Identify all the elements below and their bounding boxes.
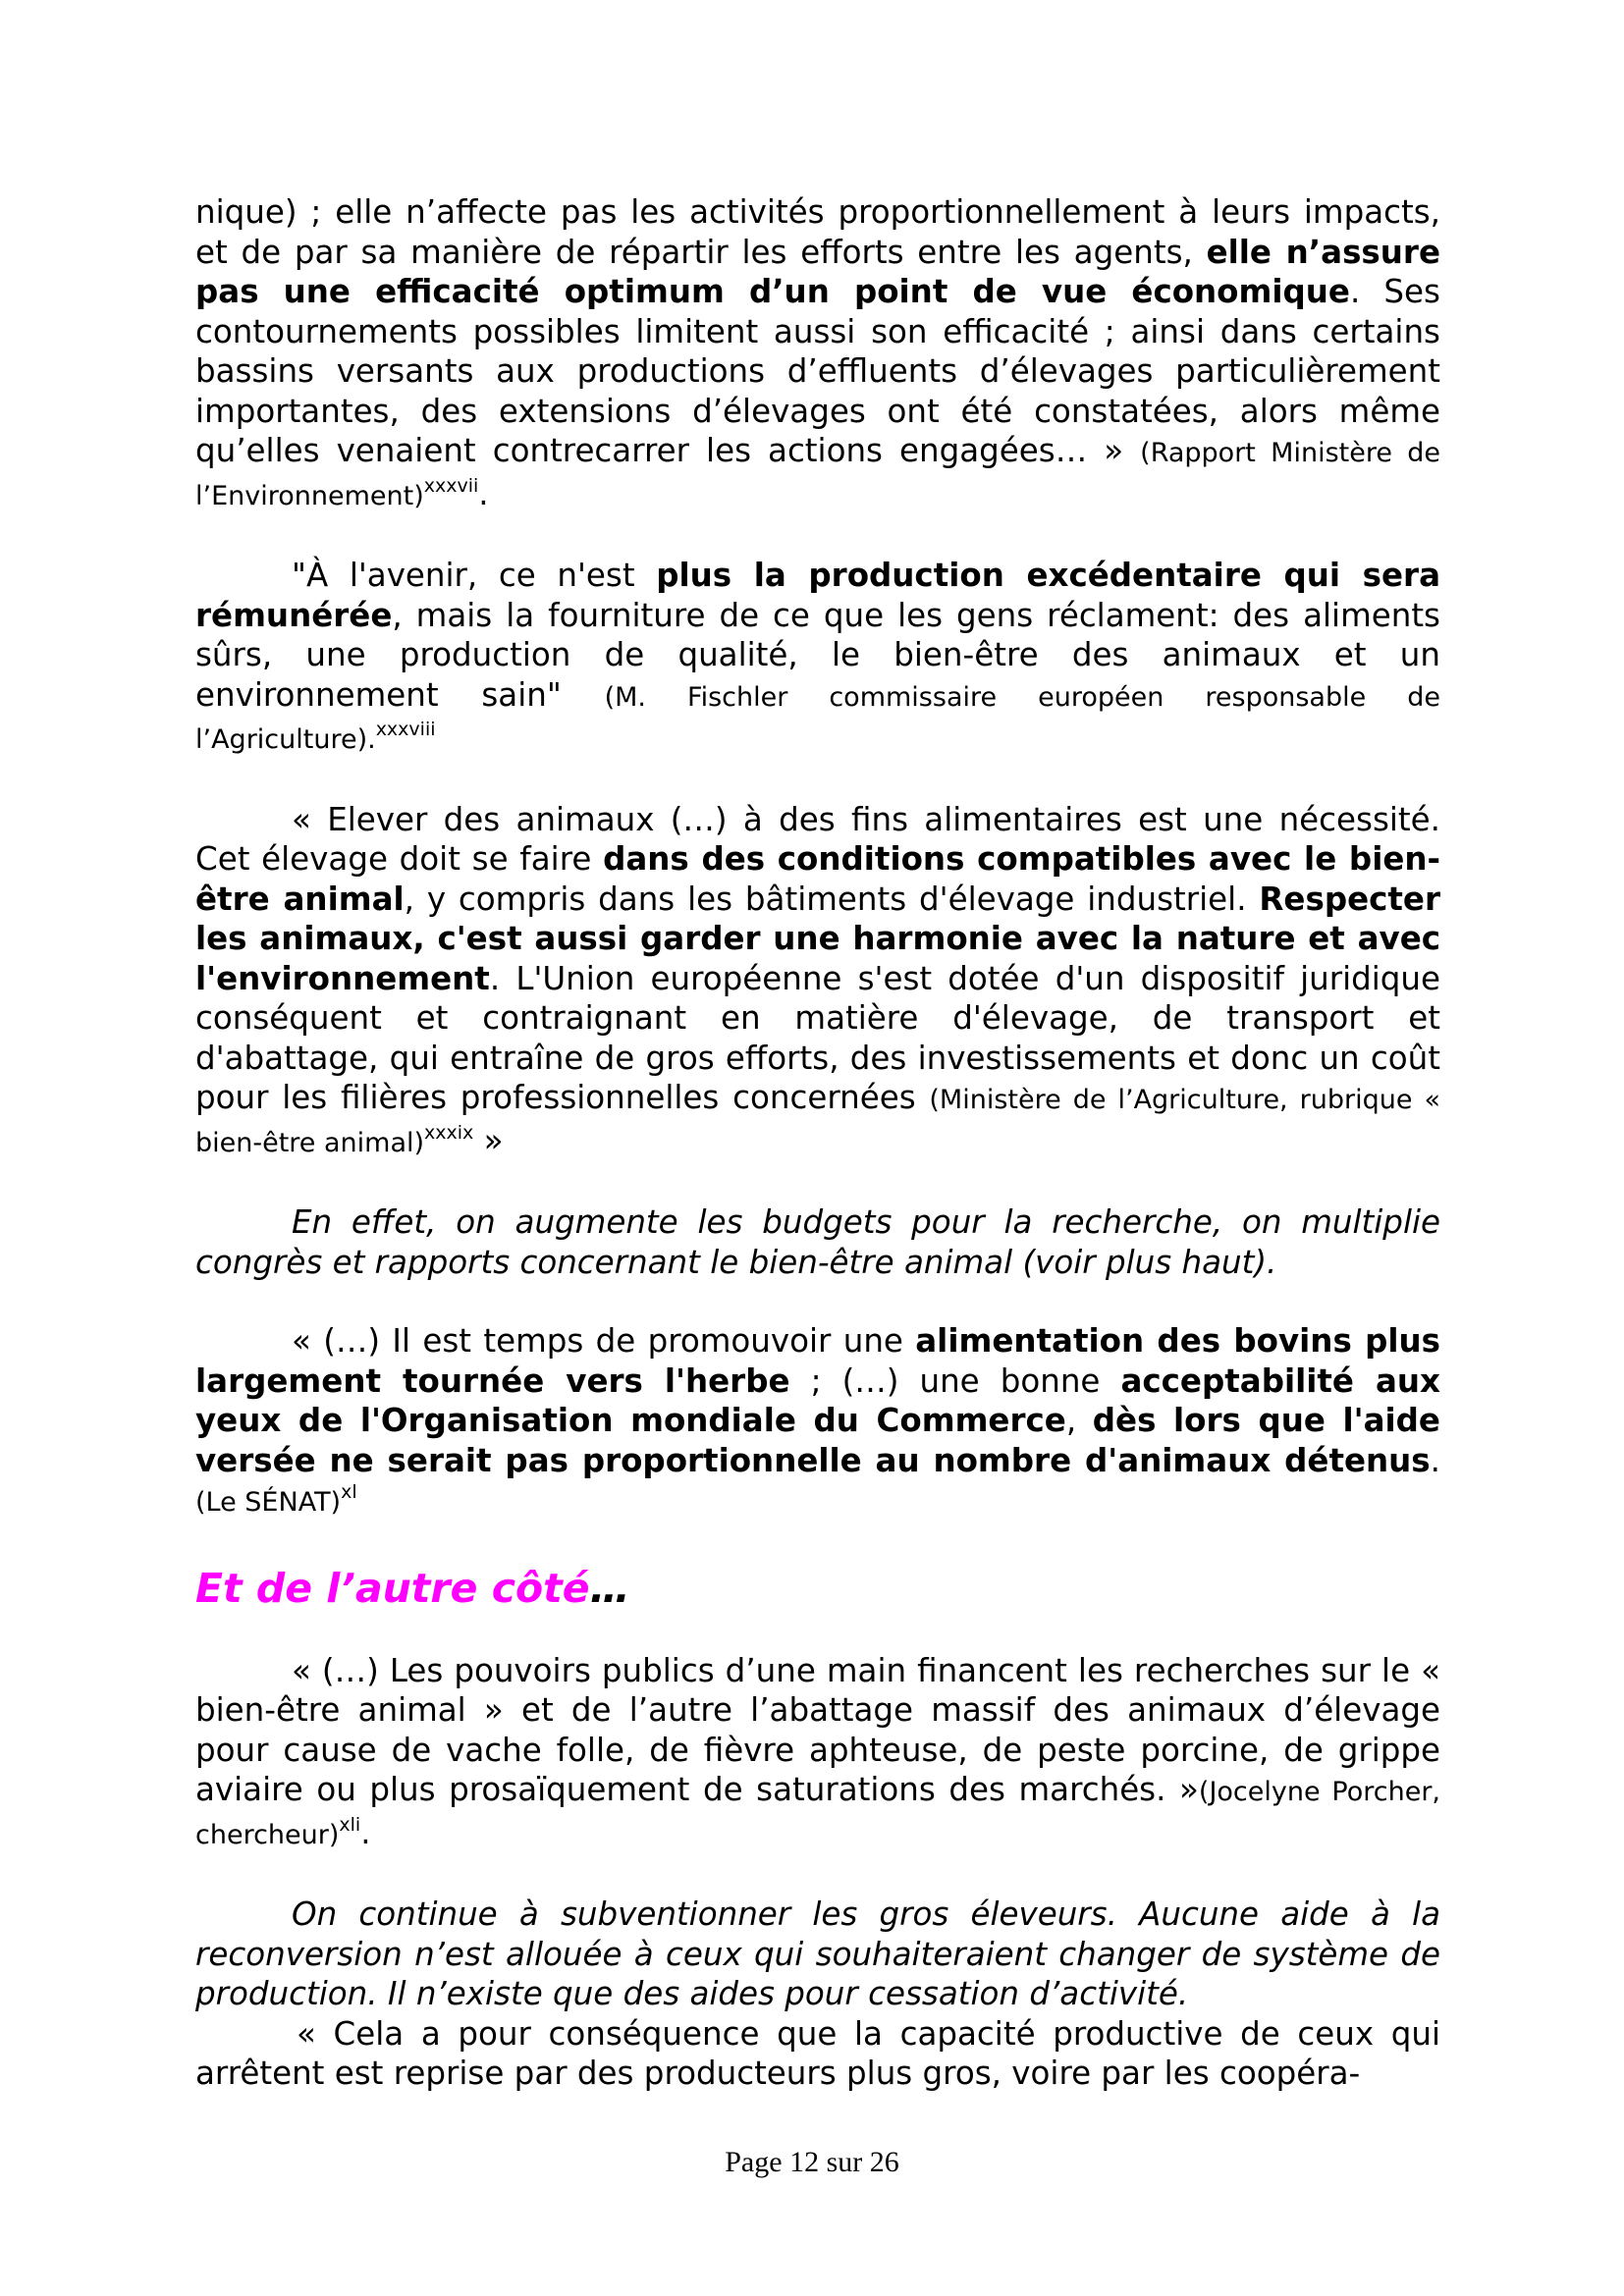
citation-source: (M. Fischler commissaire européen responsable de l’Agriculture). [195,681,1440,755]
paragraph-text: "À l'avenir, ce n'est [292,557,657,594]
endnote-ref[interactable]: xxxviii [375,719,436,740]
paragraph-text: , y compris dans les bâtiments d'élevage industriel. [404,880,1260,918]
paragraph-text: . [360,1813,371,1851]
paragraph-text: « Elever des animaux (…) à des fins alimentaires est une nécessité. Cet élevage doit se faire [195,800,1440,878]
paragraph-text: , mais la fourniture de ce que les gens réclament: des aliments sûrs, une production de qualité, le bien-être des animaux et un environnement sain" [195,596,1440,714]
heading-ellipsis: … [589,1564,630,1612]
emphasis-text: dès lors que l'aide versée ne serait pas proportionnelle au nombre d'animaux détenus [195,1402,1440,1479]
paragraph-text: « (…) Il est temps de promouvoir une [292,1322,916,1360]
paragraph-text: » [473,1121,504,1159]
emphasis-text: alimentation des bovins plus largement tournée vers l'herbe [195,1322,1440,1400]
paragraph-text: nique) ; elle n’affecte pas les activités proportionnellement à leurs impacts, et de par sa manière de répartir les efforts entre les agents, [195,193,1440,271]
emphasis-text: Respecter les animaux, c'est aussi garder une harmonie avec la nature et avec l'environnement [195,880,1440,997]
endnote-ref[interactable]: xli [339,1813,361,1836]
paragraph-4-commentary: En effet, on augmente les budgets pour la recherche, on multiplie congrès et rapports concernant le bien-être animal (voir plus haut). [195,1203,1440,1281]
emphasis-text: acceptabilité aux yeux de l'Organisation mondiale du Commerce [195,1362,1441,1439]
paragraph-text: , [1065,1402,1093,1439]
endnote-ref[interactable]: xxxix [424,1121,474,1144]
paragraph-text: . L'Union européenne s'est dotée d'un dispositif juridique conséquent et contraignant en matière d'élevage, de transport et d'abattage, qui entraîne de gros efforts, des investissements et donc un coût pour les filières professionnelles concernées [195,959,1440,1116]
citation-source: (Ministère de l’Agriculture, rubrique « bien-être animal) [195,1085,1440,1158]
paragraph-text: . [478,474,489,512]
emphasis-text: elle n’assure pas une efficacité optimum d’un point de vue économique [195,233,1440,310]
citation-source: (Rapport Ministère de l’Environnement) [195,438,1440,511]
paragraph-8: « Cela a pour conséquence que la capacité productive de ceux qui arrêtent est reprise par des producteurs plus gros, voire par les coopéra- [195,2014,1440,2092]
paragraph-text: . Ses contournements possibles limitent aussi son efficacité ; ainsi dans certains bassins versants aux productions d’effluents d’élevages particulièrement importantes, des extensions d’élevages ont été constatées, alors même qu’elles venaient contrecarrer les actions engagées… » [195,273,1440,469]
emphasis-text: dans des conditions compatibles avec le bien-être animal [195,840,1441,918]
paragraph-2 [195,556,1440,761]
paragraph-3 [195,800,1440,1164]
paragraph-text: ; (…) une bonne [789,1362,1121,1400]
paragraph-6 [195,1651,1440,1856]
heading-text: Et de l’autre côté [195,1564,590,1612]
page-number-footer: Page 12 sur 26 [725,2146,899,2178]
emphasis-text: plus la production excédentaire qui sera rémunérée [195,557,1441,634]
citation-source: (Jocelyne Porcher, chercheur) [195,1777,1440,1850]
paragraph-text: . [1430,1441,1440,1479]
paragraph-5 [195,1321,1440,1523]
endnote-ref[interactable]: xl [341,1481,357,1503]
paragraph-text: « (…) Les pouvoirs publics d’une main financent les recherches sur le « bien-être animal » et de l’autre l’abattage massif des animaux d’élevage pour cause de vache folle, de fièvre aphteuse, de peste porcine, de grippe aviaire ou plus prosaïquement de saturations des marchés. » [195,1651,1440,1808]
paragraph-1 [195,192,1440,516]
document-body [195,192,1440,2094]
section-heading [195,1563,1440,1614]
endnote-ref[interactable]: xxxvii [423,474,479,497]
paragraph-7-commentary: On continue à subventionner les gros éleveurs. Aucune aide à la reconversion n’est allouée à ceux qui souhaiteraient changer de système de production. Il n’existe que des aides pour cessation d’activité. [195,1896,1440,2012]
citation-source: (Le SÉNAT) [195,1487,342,1518]
